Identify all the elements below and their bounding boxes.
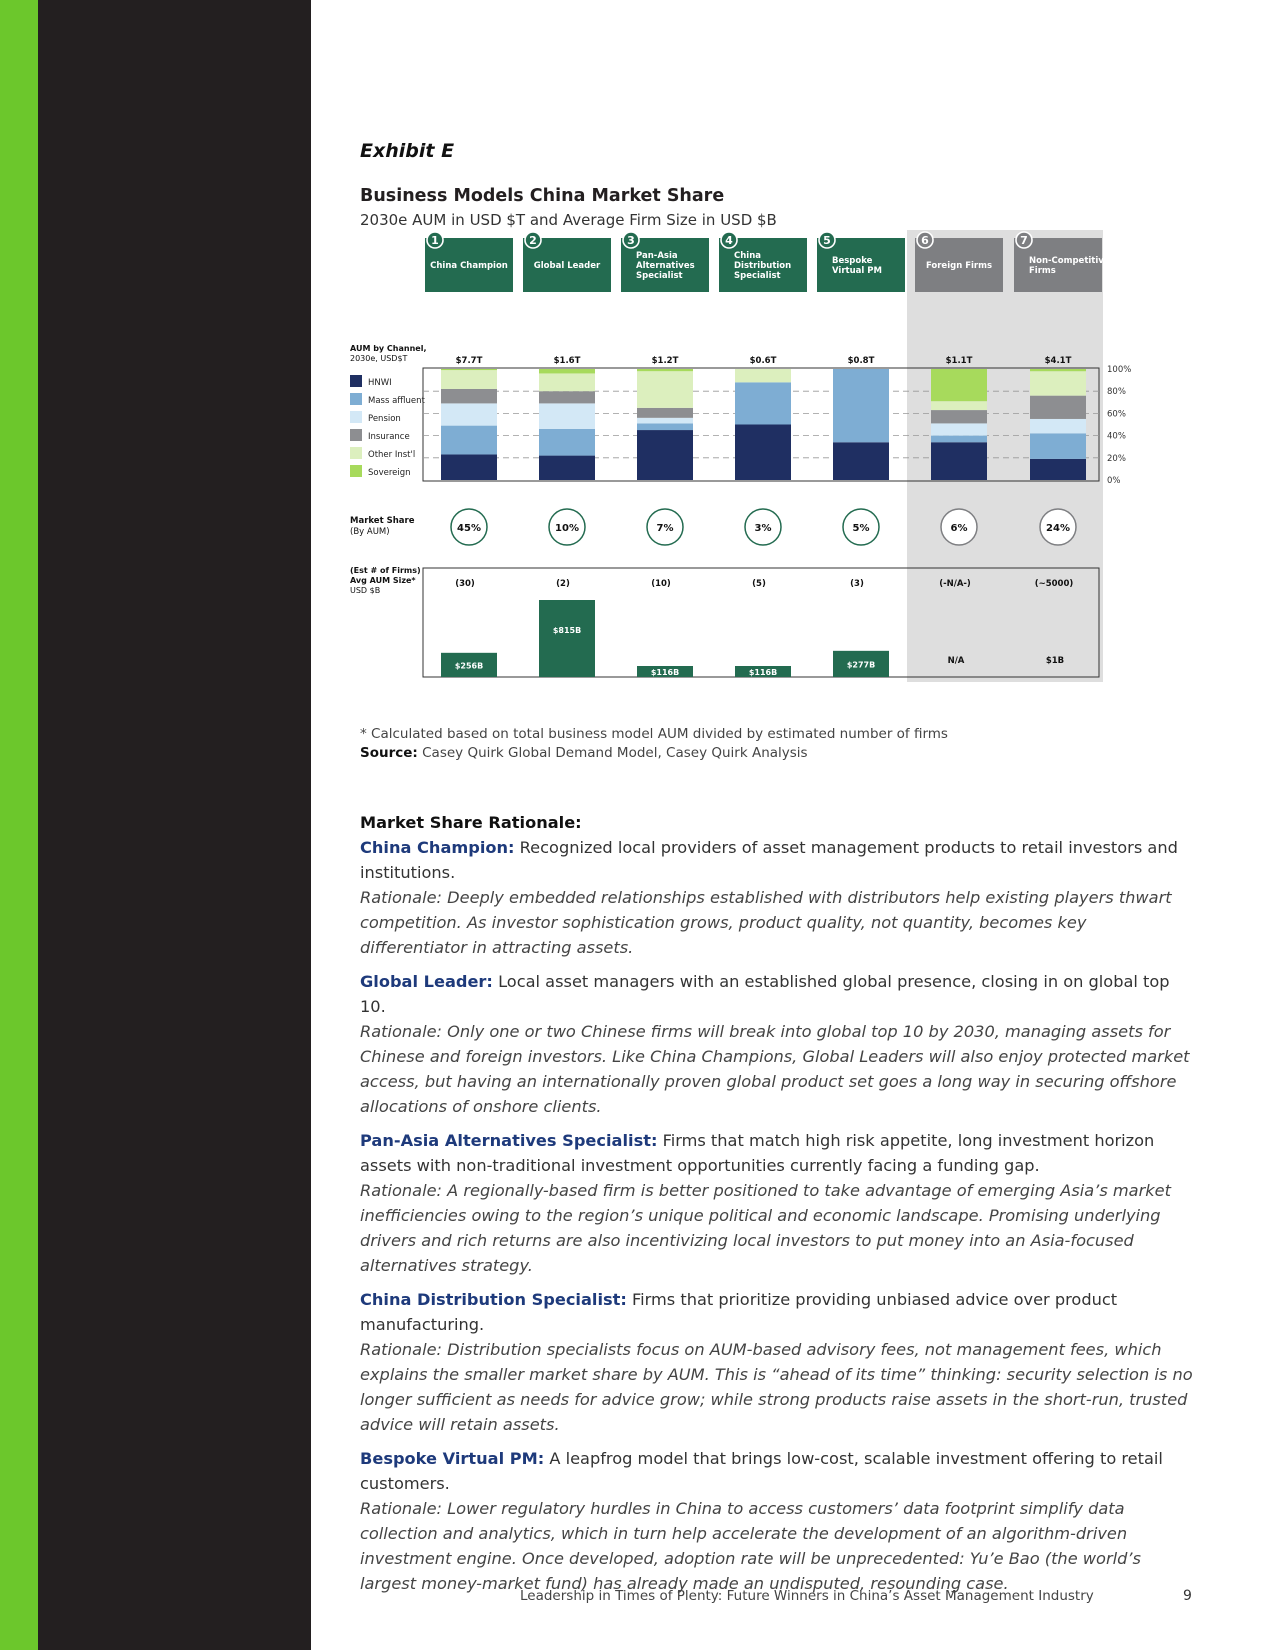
- est-firms-label: (-N/A-): [939, 579, 971, 589]
- page-footer-title: Leadership in Times of Plenty: Future Winners in China’s Asset Management Industry: [520, 1588, 1094, 1604]
- rationale-item-name: Pan-Asia Alternatives Specialist:: [360, 1131, 658, 1150]
- model-name-label: Specialist: [734, 271, 781, 281]
- aum-label-line: AUM by Channel,: [350, 344, 427, 353]
- rationale-item-description: Local asset managers with an established global presence, closing in on global top 10.: [360, 972, 1170, 1016]
- aum-total-label: $1.1T: [945, 356, 973, 366]
- rationale-item: [360, 1128, 1195, 1278]
- model-name-label: Pan-Asia: [636, 251, 678, 261]
- stacked-bar-segment: [539, 391, 595, 403]
- market-share-value: 24%: [1046, 523, 1070, 534]
- est-firms-label: (10): [651, 579, 671, 589]
- legend-label: Insurance: [368, 432, 410, 442]
- rationale-item-description-line: [360, 1128, 1195, 1178]
- aum-total-label: $7.7T: [455, 356, 483, 366]
- stacked-bar-segment: [931, 442, 987, 480]
- stacked-bar-segment: [833, 369, 889, 442]
- y-tick-label: 0%: [1107, 476, 1121, 486]
- legend-label: Sovereign: [368, 468, 411, 478]
- market-share-value: 6%: [950, 523, 968, 534]
- stacked-bar-segment: [1030, 369, 1086, 371]
- y-tick-label: 80%: [1107, 387, 1126, 398]
- rationale-item-description: Firms that match high risk appetite, long investment horizon assets with non-traditional investment opportunities currently facing a funding gap.: [360, 1131, 1155, 1175]
- rationale-item-description-line: [360, 969, 1195, 1019]
- rationale-item-description: Firms that prioritize providing unbiased advice over product manufacturing.: [360, 1290, 1118, 1334]
- aum-total-label: $1.6T: [553, 356, 581, 366]
- legend-swatch: [350, 429, 362, 441]
- model-name-label: Foreign Firms: [925, 261, 993, 271]
- stacked-bar-segment: [1030, 459, 1086, 480]
- est-firms-label: (30): [455, 579, 475, 589]
- model-name-label: Distribution: [734, 261, 792, 271]
- model-name-label: Bespoke: [832, 256, 873, 266]
- stacked-bar-segment: [637, 430, 693, 480]
- avg-aum-label: $116B: [650, 668, 680, 677]
- model-number: 4: [725, 234, 733, 247]
- exhibit-label: Exhibit E: [360, 140, 455, 162]
- source-label: Source:: [360, 745, 418, 761]
- chart-footnote: [360, 725, 948, 763]
- est-firms-label: (~5000): [1034, 579, 1074, 589]
- legend-label: Mass affluent: [368, 396, 425, 406]
- chart-svg: [350, 230, 1230, 720]
- model-name-label: China: [734, 251, 761, 261]
- model-number: 5: [823, 234, 831, 247]
- legend-label: Pension: [368, 414, 401, 424]
- legend-label: HNWI: [368, 378, 392, 388]
- stacked-bar-segment: [539, 456, 595, 480]
- rationale-item: [360, 1287, 1195, 1437]
- aum-total-label: $1.2T: [651, 356, 679, 366]
- stacked-bar-segment: [637, 371, 693, 408]
- est-firms-label: (2): [556, 579, 570, 589]
- stacked-bar-segment: [637, 408, 693, 418]
- stacked-bar-segment: [441, 370, 497, 389]
- model-number: 2: [529, 234, 537, 247]
- model-name-label: Virtual PM: [832, 266, 882, 276]
- aum-label-line: 2030e, USD$T: [350, 354, 408, 363]
- rationale-item-name: Global Leader:: [360, 972, 493, 991]
- aum-total-label: $0.6T: [749, 356, 777, 366]
- legend-swatch: [350, 393, 362, 405]
- rationale-item: [360, 1446, 1195, 1596]
- market-share-value: 3%: [754, 523, 772, 534]
- avg-aum-label: $277B: [846, 660, 876, 670]
- market-share-chart: [350, 230, 1230, 720]
- rationale-item-rationale: Rationale: Only one or two Chinese firms will break into global top 10 by 2030, managing assets for Chinese and foreign investors. Like China Champions, Global Leaders will also enjoy protected market access, but having an internationally proven global product set goes a long way in securing offshore allocations of onshore clients.: [360, 1022, 1190, 1116]
- footnote-asterisk-note: * Calculated based on total business model AUM divided by estimated number of firms: [360, 726, 948, 742]
- rationale-item: [360, 969, 1195, 1119]
- stacked-bar-segment: [637, 418, 693, 424]
- stacked-bar-segment: [931, 423, 987, 435]
- stacked-bar-segment: [441, 426, 497, 455]
- rationale-heading: Market Share Rationale:: [360, 813, 582, 832]
- market-share-rationale: [360, 810, 1195, 1605]
- rationale-item-name: China Distribution Specialist:: [360, 1290, 627, 1309]
- stacked-bar-segment: [539, 373, 595, 391]
- stacked-bar-segment: [931, 401, 987, 410]
- rationale-item-rationale: Rationale: Deeply embedded relationships established with distributors help existing players thwart competition. As investor sophistication grows, product quality, not quantity, becomes key differentiator in attracting assets.: [360, 888, 1172, 957]
- avg-aum-label: N/A: [947, 656, 965, 666]
- stacked-bar-segment: [735, 425, 791, 481]
- est-firms-label: (5): [752, 579, 766, 589]
- model-name-label: China Champion: [430, 261, 508, 271]
- firm-size-label: (Est # of Firms): [350, 566, 421, 575]
- y-tick-label: 40%: [1107, 431, 1126, 442]
- left-dark-panel: [38, 0, 311, 1650]
- model-name-label: Global Leader: [533, 261, 601, 271]
- stacked-bar-segment: [1030, 419, 1086, 433]
- stacked-bar-segment: [1030, 396, 1086, 419]
- avg-aum-label: $116B: [748, 668, 778, 677]
- stacked-bar-segment: [539, 429, 595, 456]
- model-name-label: Non-Competitive: [1029, 256, 1110, 266]
- market-share-value: 45%: [457, 523, 481, 534]
- rationale-item-description-line: [360, 1287, 1195, 1337]
- stacked-bar-segment: [931, 436, 987, 443]
- rationale-item: [360, 835, 1195, 960]
- legend-swatch: [350, 447, 362, 459]
- stacked-bar-segment: [735, 369, 791, 382]
- exhibit-subtitle: 2030e AUM in USD $T and Average Firm Size in USD $B: [360, 211, 777, 229]
- avg-aum-label: $1B: [1045, 656, 1065, 666]
- model-number: 7: [1020, 234, 1028, 247]
- market-share-label: (By AUM): [350, 527, 390, 537]
- market-share-label: Market Share: [350, 516, 415, 526]
- avg-aum-label: $815B: [552, 626, 582, 635]
- rationale-item-description-line: [360, 1446, 1195, 1496]
- y-tick-label: 100%: [1107, 365, 1132, 375]
- rationale-item-name: China Champion:: [360, 838, 515, 857]
- avg-aum-bar: [539, 600, 595, 677]
- aum-total-label: $4.1T: [1044, 356, 1072, 366]
- stacked-bar-segment: [833, 442, 889, 480]
- stacked-bar-segment: [637, 423, 693, 430]
- model-number: 3: [627, 234, 635, 247]
- exhibit-header: [360, 140, 1190, 229]
- model-number: 6: [921, 234, 929, 247]
- avg-aum-label: $256B: [454, 661, 484, 671]
- market-share-value: 5%: [852, 523, 870, 534]
- stacked-bar-segment: [441, 403, 497, 425]
- stacked-bar-segment: [539, 369, 595, 373]
- y-tick-label: 60%: [1107, 409, 1126, 420]
- rationale-item-description: A leapfrog model that brings low-cost, scalable investment offering to retail customers.: [360, 1449, 1163, 1493]
- rationale-item-rationale: Rationale: Distribution specialists focus on AUM-based advisory fees, not management fees, which explains the smaller market share by AUM. This is “ahead of its time” thinking: security selection is no longer sufficient as needs for advice grow; while strong products raise assets in the short-run, trusted advice will retain assets.: [360, 1340, 1193, 1434]
- rationale-item-rationale: Rationale: A regionally-based firm is better positioned to take advantage of emerging Asia’s market inefficiencies owing to the region’s unique political and economic landscape. Promising underlying drivers and rich returns are also incentivizing local investors to put money into an Asia-focused alternatives strategy.: [360, 1181, 1171, 1275]
- stacked-bar-segment: [441, 369, 497, 370]
- model-name-label: Specialist: [636, 271, 683, 281]
- market-share-value: 10%: [555, 523, 579, 534]
- stacked-bar-segment: [931, 369, 987, 401]
- stacked-bar-segment: [539, 403, 595, 429]
- market-share-value: 7%: [656, 523, 674, 534]
- legend-swatch: [350, 411, 362, 423]
- rationale-item-name: Bespoke Virtual PM:: [360, 1449, 545, 1468]
- y-tick-label: 20%: [1107, 453, 1126, 464]
- legend-swatch: [350, 465, 362, 477]
- stacked-bar-segment: [637, 369, 693, 371]
- legend-swatch: [350, 375, 362, 387]
- stacked-bar-segment: [1030, 433, 1086, 459]
- rationale-item-description-line: [360, 835, 1195, 885]
- stacked-bar-segment: [735, 382, 791, 424]
- stacked-bar-segment: [931, 410, 987, 423]
- stacked-bar-segment: [441, 454, 497, 480]
- rationale-item-description: Recognized local providers of asset management products to retail investors and institutions.: [360, 838, 1178, 882]
- stacked-bar-segment: [441, 389, 497, 403]
- firm-size-label: Avg AUM Size*: [350, 576, 416, 585]
- model-name-label: Alternatives: [636, 261, 695, 271]
- est-firms-label: (3): [850, 579, 864, 589]
- exhibit-title: Business Models China Market Share: [360, 186, 725, 206]
- model-name-label: Firms: [1029, 266, 1056, 276]
- footnote-source: [360, 744, 948, 763]
- aum-total-label: $0.8T: [847, 356, 875, 366]
- firm-size-label: USD $B: [350, 586, 381, 595]
- left-accent-bar: [0, 0, 38, 1650]
- rationale-item-rationale: Rationale: Lower regulatory hurdles in China to access customers’ data footprint simplify data collection and analytics, which in turn help accelerate the development of an algorithm-driven investment engine. Once developed, adoption rate will be unprecedented: Yu’e Bao (the world’s largest money-market fund) has already made an undisputed, resounding case.: [360, 1499, 1141, 1593]
- legend-label: Other Inst'l: [368, 450, 416, 460]
- model-number: 1: [431, 234, 439, 247]
- source-text: Casey Quirk Global Demand Model, Casey Quirk Analysis: [422, 745, 808, 761]
- page-number: 9: [1183, 1588, 1192, 1604]
- stacked-bar-segment: [1030, 371, 1086, 395]
